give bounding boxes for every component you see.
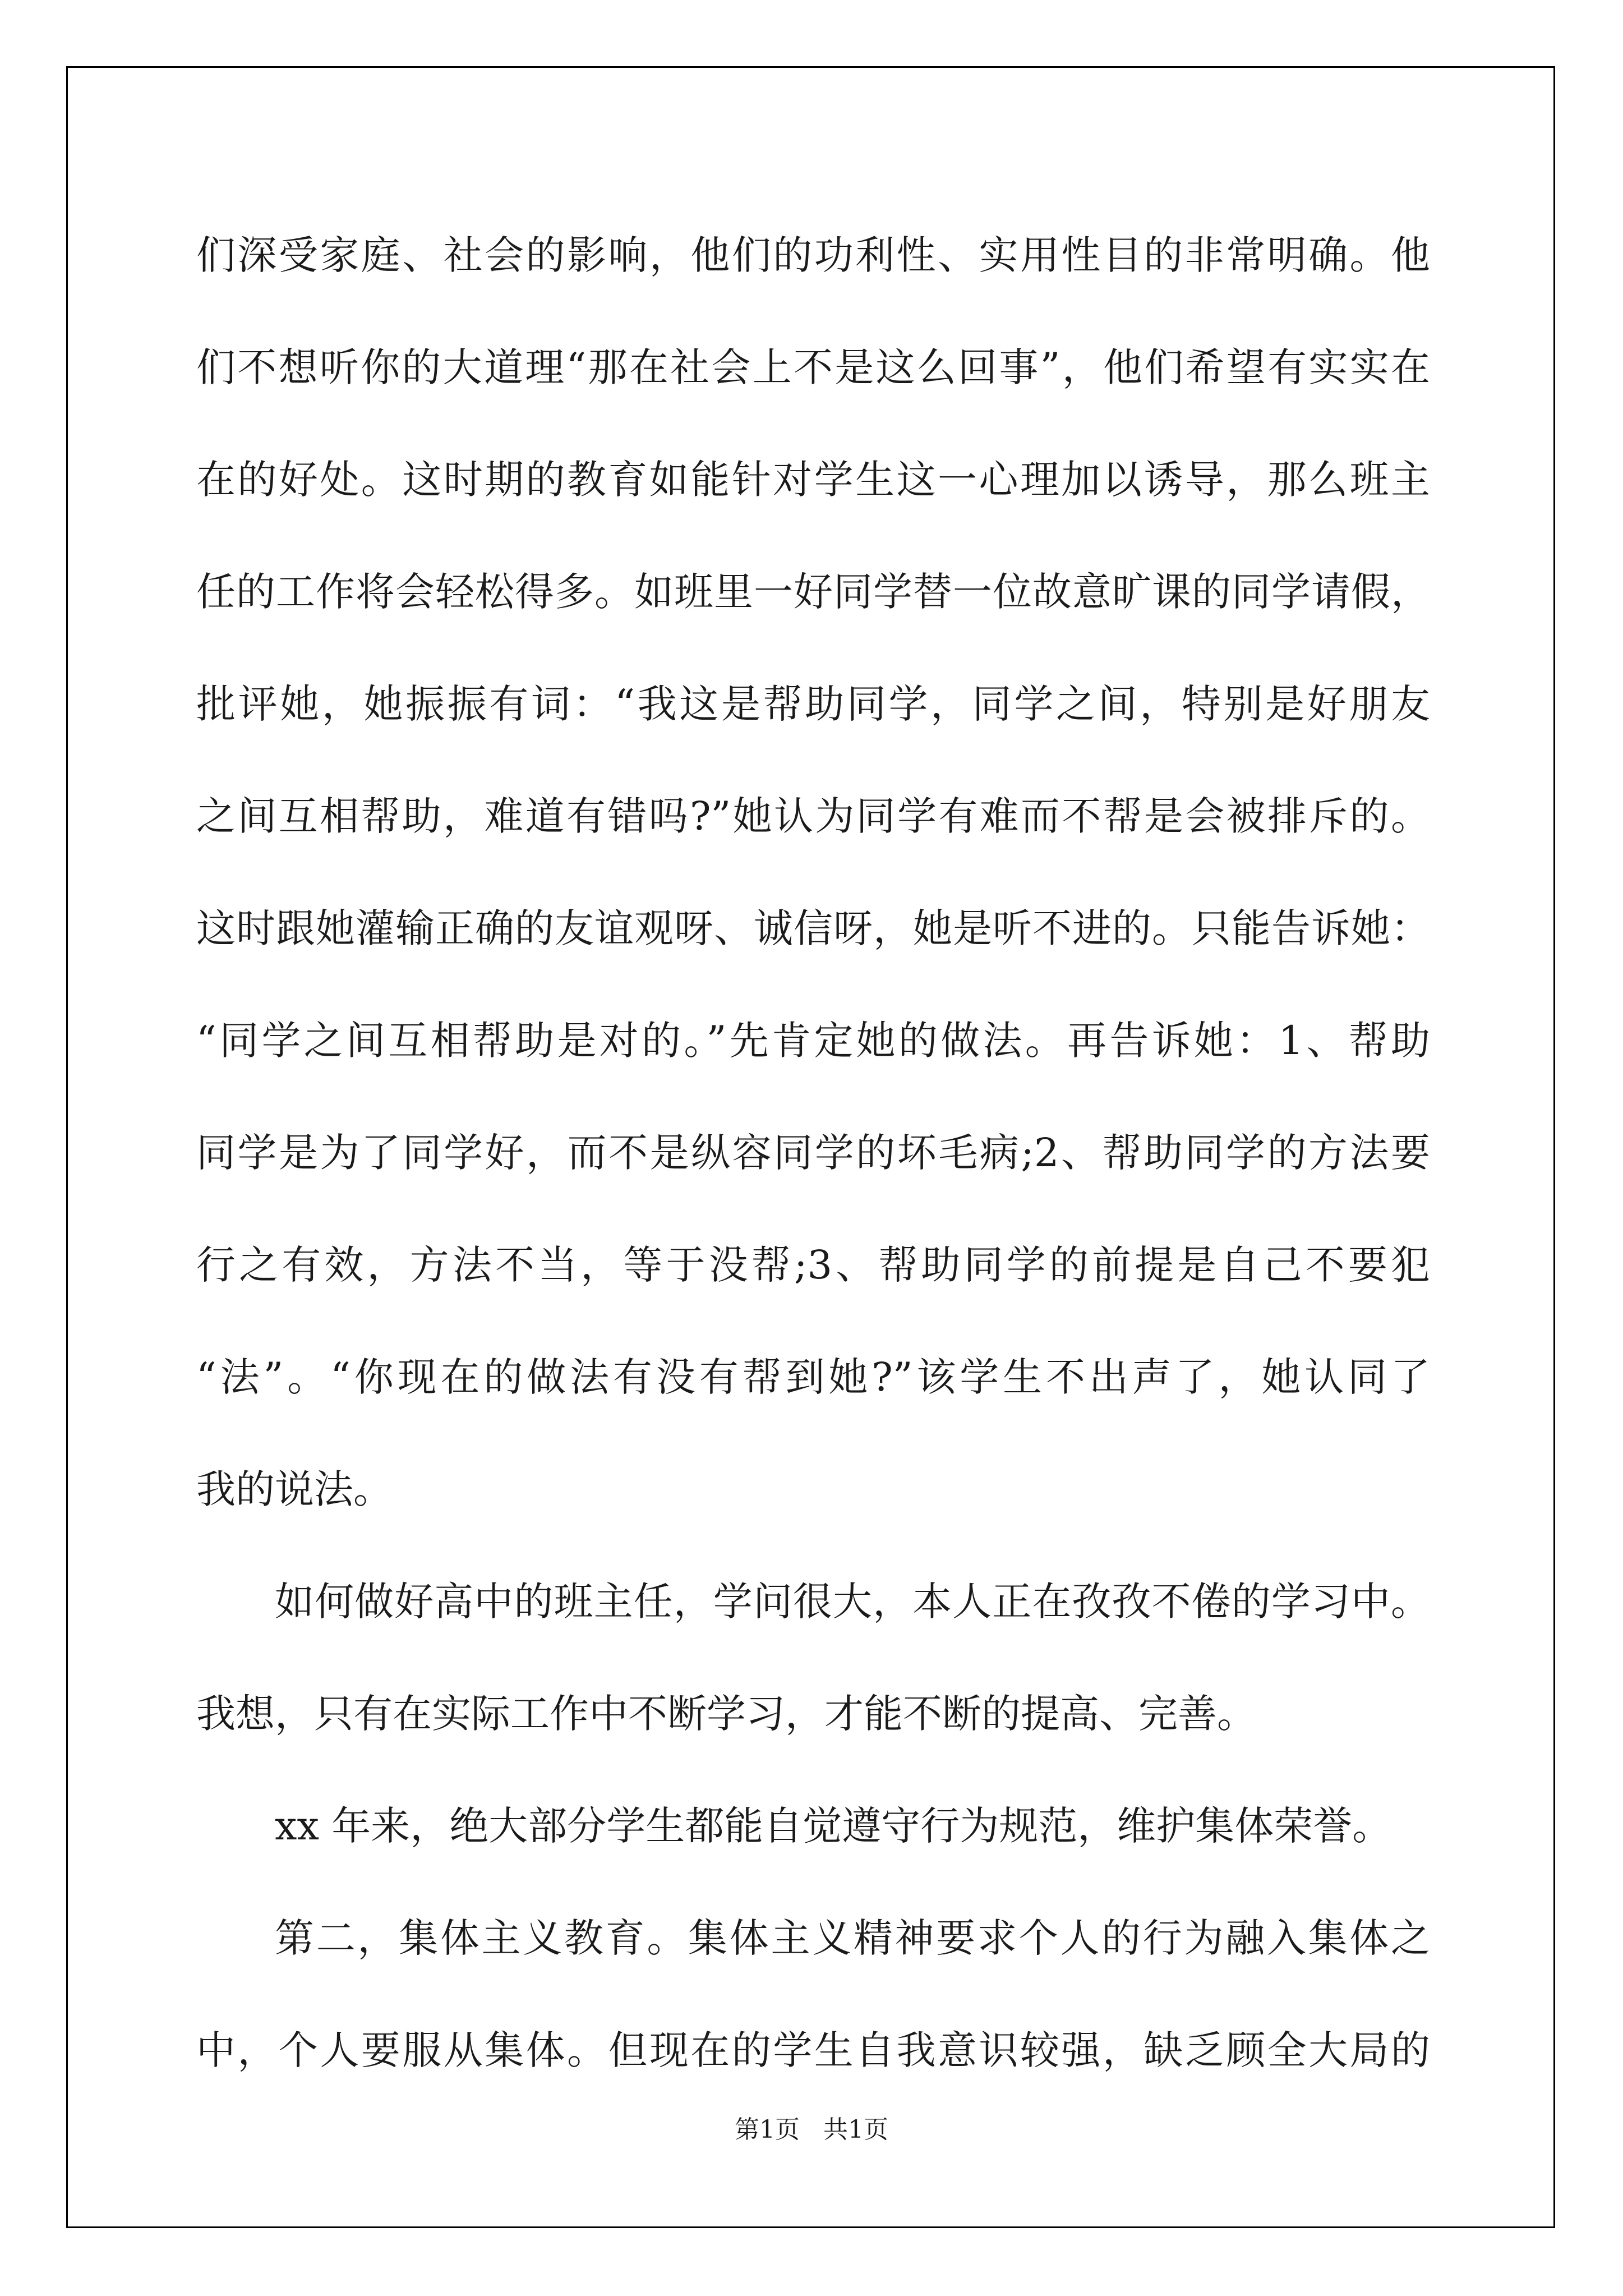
text-line: “同学之间互相帮助是对的。”先肯定她的做法。再告诉她：1、帮助 <box>196 1018 1430 1064</box>
text-line: 之间互相帮助，难道有错吗?”她认为同学有难而不帮是会被排斥的。 <box>196 793 1430 839</box>
text-line: “法”。“你现在的做法有没有帮到她?”该学生不出声了，她认同了 <box>196 1354 1430 1400</box>
text-line: 任的工作将会轻松得多。如班里一好同学替一位故意旷课的同学请假， <box>196 569 1430 615</box>
text-line: 如何做好高中的班主任，学问很大，本人正在孜孜不倦的学习中。 <box>275 1579 1430 1625</box>
text-line: 我想，只有在实际工作中不断学习，才能不断的提高、完善。 <box>196 1691 1256 1737</box>
text-line: 们不想听你的大道理“那在社会上不是这么回事”，他们希望有实实在 <box>196 344 1430 390</box>
page-footer: 第1页 共1页 <box>735 2115 888 2144</box>
text-line: 第二，集体主义教育。集体主义精神要求个人的行为融入集体之 <box>275 1915 1430 1961</box>
text-line: 行之有效，方法不当，等于没帮;3、帮助同学的前提是自己不要犯 <box>196 1242 1430 1288</box>
text-line: 批评她，她振振有词：“我这是帮助同学，同学之间，特别是好朋友 <box>196 681 1430 727</box>
text-line: 们深受家庭、社会的影响，他们的功利性、实用性目的非常明确。他 <box>196 232 1430 278</box>
text-line: 这时跟她灌输正确的友谊观呀、诚信呀，她是听不进的。只能告诉她： <box>196 905 1430 951</box>
document-body <box>196 199 1430 2106</box>
text-line: 我的说法。 <box>196 1466 393 1512</box>
text-line: 同学是为了同学好，而不是纵容同学的坏毛病;2、帮助同学的方法要 <box>196 1130 1430 1176</box>
text-line: 中，个人要服从集体。但现在的学生自我意识较强，缺乏顾全大局的 <box>196 2027 1430 2073</box>
text-line: xx 年来，绝大部分学生都能自觉遵守行为规范，维护集体荣誉。 <box>275 1803 1392 1849</box>
text-line: 在的好处。这时期的教育如能针对学生这一心理加以诱导，那么班主 <box>196 457 1430 503</box>
